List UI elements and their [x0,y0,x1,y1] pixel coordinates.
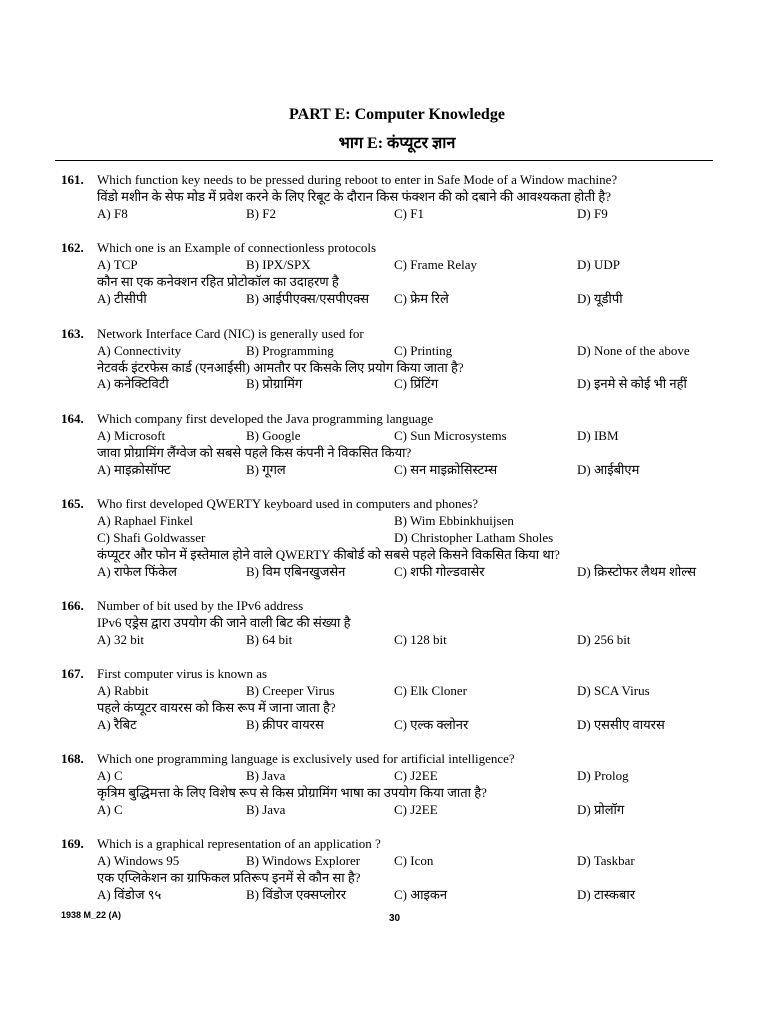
question-text-en: Which company first developed the Java programming language [97,411,434,426]
option-d-hi: D) आईबीएम [577,462,640,477]
option-d-hi: D) इनमे से कोई भी नहीं [577,376,687,391]
option-c-hi: C) सन माइक्रोसिस्टम्स [394,462,498,477]
option-c-hi: C) शफी गोल्डवासेर [394,564,485,579]
option-b-hi: B) विम एबिनखुजसेन [246,564,346,579]
option-a: A) Raphael Finkel [97,513,194,528]
option-d: D) None of the above [577,343,690,358]
option-c-hi: C) आइकन [394,887,448,902]
question-text-hi: एक एप्लिकेशन का ग्राफिकल प्रतिरूप इनमें से कौन सा है? [97,870,361,885]
question-number: 168. [61,751,84,766]
option-d-hi: D) यूडीपी [577,291,623,306]
option-c-hi: C) एल्क क्लोनर [394,717,469,732]
option-d-hi: D) प्रोलॉग [577,802,625,817]
option-c: C) Elk Cloner [394,683,467,698]
option-b: B) IPX/SPX [246,257,311,272]
option-b-hi: B) गूगल [246,462,286,477]
option-c: C) Shafi Goldwasser [97,530,206,545]
option-b-hi: B) Java [246,802,286,817]
option-a-hi: A) माइक्रोसॉफ्ट [97,462,171,477]
option-b-hi: B) प्रोग्रामिंग [246,376,303,391]
question-number: 162. [61,240,84,255]
option-b-hi: B) क्रीपर वायरस [246,717,324,732]
option-b-hi: B) विंडोज एक्सप्लोरर [246,887,347,902]
option-c-hi: C) J2EE [394,802,438,817]
option-a: A) 32 bit [97,632,144,647]
option-b: B) F2 [246,206,276,221]
option-c: C) 128 bit [394,632,447,647]
option-c: C) F1 [394,206,424,221]
header-divider [55,160,713,161]
option-c: C) Icon [394,853,434,868]
question-number: 161. [61,172,84,187]
page-number: 30 [389,913,401,924]
option-a-hi: A) कनेक्टिविटी [97,376,169,391]
option-a-hi: A) विंडोज ९५ [97,887,162,902]
page-title-english: PART E: Computer Knowledge [289,106,505,123]
question-text-en: Which one programming language is exclusively used for artificial intelligence? [97,751,515,766]
question-text-hi: नेटवर्क इंटरफेस कार्ड (एनआईसी) आमतौर पर किसके लिए प्रयोग किया जाता है? [97,360,464,375]
question-number: 163. [61,326,84,341]
question-text-en: Network Interface Card (NIC) is generally used for [97,326,364,341]
question-text-en: Who first developed QWERTY keyboard used in computers and phones? [97,496,479,511]
option-a: A) Connectivity [97,343,182,358]
option-d: D) UDP [577,257,620,272]
option-d: D) SCA Virus [577,683,650,698]
option-b: B) Creeper Virus [246,683,335,698]
option-d-hi: D) टास्कबार [577,887,636,902]
option-c: C) Sun Microsystems [394,428,507,443]
option-d-hi: D) क्रिस्टोफर लैथम शोल्स [577,564,697,579]
option-a-hi: A) C [97,802,123,817]
option-a: A) Rabbit [97,683,149,698]
option-b: B) Wim Ebbinkhuijsen [394,513,514,528]
option-b: B) Google [246,428,301,443]
question-text-hi: कौन सा एक कनेक्शन रहित प्रोटोकॉल का उदाहरण है [97,274,339,289]
question-text-hi: कंप्यूटर और फोन में इस्तेमाल होने वाले QWERTY कीबोर्ड को सबसे पहले किसने विकसित किया था? [97,547,560,562]
question-number: 169. [61,836,84,851]
option-a-hi: A) टीसीपी [97,291,147,306]
question-text-hi: IPv6 एड्रेस द्वारा उपयोग की जाने वाली बिट की संख्या है [97,615,351,630]
option-c: C) Printing [394,343,453,358]
option-a: A) Windows 95 [97,853,180,868]
option-d-hi: D) एससीए वायरस [577,717,665,732]
option-b: B) Programming [246,343,334,358]
question-text-en: Number of bit used by the IPv6 address [97,598,304,613]
option-d: D) F9 [577,206,608,221]
question-text-hi: पहले कंप्यूटर वायरस को किस रूप में जाना जाता है? [97,700,336,715]
option-a: A) C [97,768,123,783]
page-title-hindi: भाग E: कंप्यूटर ज्ञान [338,135,456,152]
question-text-en: Which one is an Example of connectionless protocols [97,240,377,255]
option-d: D) Christopher Latham Sholes [394,530,554,545]
option-a: A) Microsoft [97,428,166,443]
question-text-hi: विंडो मशीन के सेफ मोड में प्रवेश करने के लिए रिबूट के दौरान किस फंक्शन की को दबाने की आवश्यकता होती है? [97,189,611,204]
question-number: 165. [61,496,84,511]
question-text-hi: कृत्रिम बुद्धिमत्ता के लिए विशेष रूप से किस प्रोग्रामिंग भाषा का उपयोग किया जाता है? [97,785,487,800]
question-text-hi: जावा प्रोग्रामिंग लैंग्वेज को सबसे पहले किस कंपनी ने विकसित किया? [97,445,412,460]
option-b-hi: B) आईपीएक्स/एसपीएक्स [246,291,369,306]
option-b: B) 64 bit [246,632,293,647]
question-number: 164. [61,411,84,426]
option-b: B) Java [246,768,286,783]
option-a-hi: A) रैबिट [97,717,137,732]
footer-code: 1938 M_22 (A) [61,910,122,920]
option-a: A) TCP [97,257,138,272]
option-a: A) F8 [97,206,128,221]
option-c-hi: C) प्रिंटिंग [394,376,439,391]
question-text-en: First computer virus is known as [97,666,268,681]
option-b: B) Windows Explorer [246,853,361,868]
question-number: 166. [61,598,84,613]
question-number: 167. [61,666,84,681]
option-d: D) 256 bit [577,632,631,647]
question-text-en: Which function key needs to be pressed during reboot to enter in Safe Mode of a Window machine? [97,172,618,187]
option-d: D) Taskbar [577,853,635,868]
question-text-en: Which is a graphical representation of an application ? [97,836,381,851]
option-c: C) Frame Relay [394,257,478,272]
option-c-hi: C) फ्रेम रिले [394,291,449,306]
option-c: C) J2EE [394,768,438,783]
option-a-hi: A) राफेल फिंकेल [97,564,177,579]
option-d: D) Prolog [577,768,629,783]
option-d: D) IBM [577,428,619,443]
